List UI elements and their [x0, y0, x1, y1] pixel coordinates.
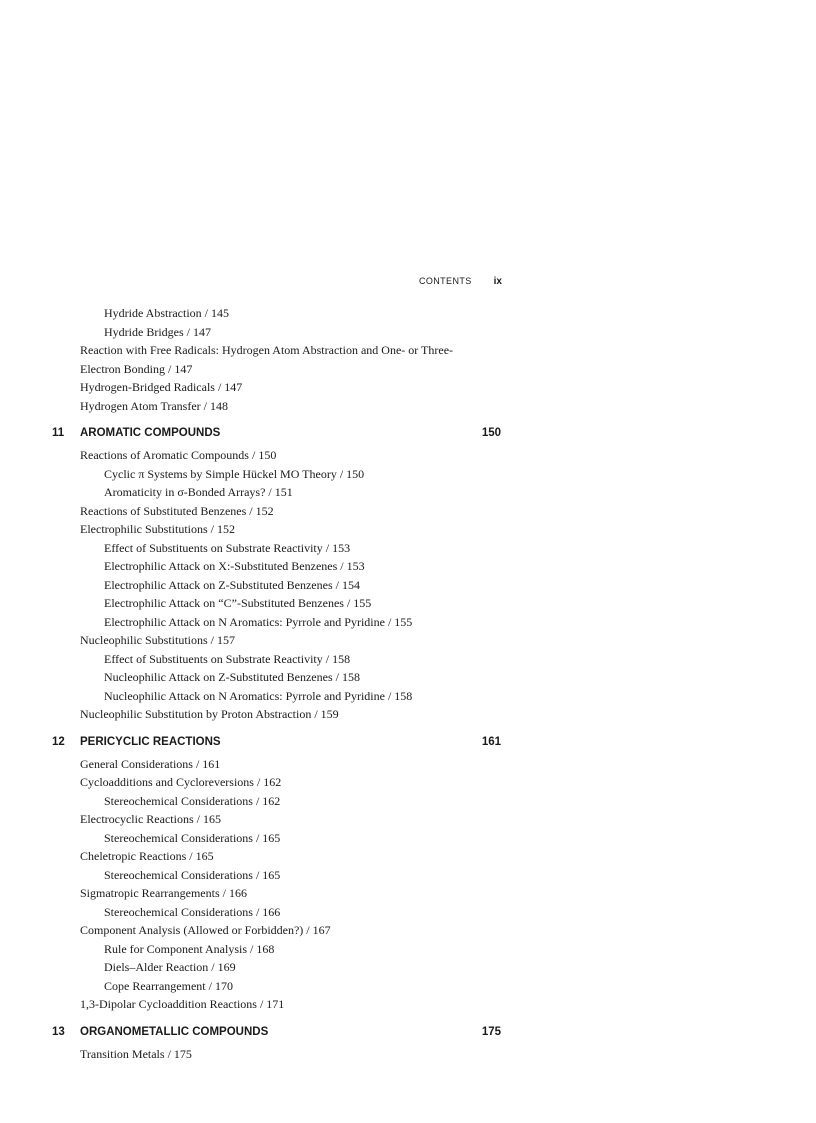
toc-entry: 1,3-Dipolar Cycloaddition Reactions / 171	[80, 997, 285, 1011]
chapter-page: 150	[481, 427, 501, 439]
toc-subentry: Electrophilic Attack on “C”-Substituted Benzenes / 155	[104, 596, 372, 610]
toc-subentry: Hydride Bridges / 147	[104, 324, 211, 339]
toc-entry: Reactions of Aromatic Compounds / 150	[80, 448, 277, 462]
toc-entry: Reactions of Substituted Benzenes / 152	[80, 503, 274, 518]
toc-entry: General Considerations / 161	[80, 756, 221, 771]
running-head-title: CONTENTS	[418, 276, 472, 286]
toc-subentry: Electrophilic Attack on X:-Substituted Benzenes / 153	[104, 559, 365, 573]
chapter-page: 175	[481, 1025, 501, 1038]
chapter-number: 13	[52, 1025, 65, 1038]
toc-subentry: Nucleophilic Attack on Z-Substituted Benzenes / 158	[104, 670, 360, 684]
chapter-number: 12	[52, 735, 65, 748]
toc-entry: Electrocyclic Reactions / 165	[80, 812, 221, 826]
toc-subentry: Stereochemical Considerations / 165	[104, 867, 281, 882]
toc-entry: Nucleophilic Substitution by Proton Abstraction / 159	[80, 707, 339, 721]
toc-entry: Electrophilic Substitutions / 152	[80, 522, 235, 536]
toc-entry: Transition Metals / 175	[80, 1046, 192, 1061]
toc-subentry: Stereochemical Considerations / 165	[104, 830, 281, 845]
toc-subentry: Aromaticity in σ-Bonded Arrays? / 151	[104, 485, 293, 499]
toc-subentry: Rule for Component Analysis / 168	[104, 941, 275, 956]
toc-subentry: Cope Rearrangement / 170	[104, 978, 233, 993]
toc-entry: Cheletropic Reactions / 165	[80, 849, 214, 863]
running-head	[0, 276, 502, 287]
chapter-page: 161	[481, 735, 501, 748]
toc-subentry: Hydride Abstraction / 145	[104, 306, 229, 320]
chapter-heading	[0, 423, 816, 443]
chapter-title: PERICYCLIC REACTIONS	[80, 735, 221, 748]
toc-entry: Cycloadditions and Cycloreversions / 162	[80, 775, 282, 789]
toc-subentry: Nucleophilic Attack on N Aromatics: Pyrrole and Pyridine / 158	[104, 688, 413, 703]
toc-entry: Nucleophilic Substitutions / 157	[80, 633, 235, 647]
toc-entry: Component Analysis (Allowed or Forbidden?) / 167	[80, 923, 331, 937]
toc-entry: Reaction with Free Radicals: Hydrogen Atom Abstraction and One- or Three-Electron Bonding / 147	[80, 343, 454, 376]
toc-subentry: Stereochemical Considerations / 166	[104, 904, 281, 919]
chapter-heading	[0, 1022, 816, 1042]
chapter-title: AROMATIC COMPOUNDS	[80, 427, 221, 439]
toc-entry: Hydrogen Atom Transfer / 148	[80, 398, 228, 413]
toc-subentry: Electrophilic Attack on Z-Substituted Benzenes / 154	[104, 577, 360, 592]
toc-subentry: Effect of Substituents on Substrate Reactivity / 158	[104, 651, 351, 666]
page-number: ix	[493, 276, 502, 287]
toc-subentry: Electrophilic Attack on N Aromatics: Pyrrole and Pyridine / 155	[104, 614, 413, 629]
toc-subentry: Diels–Alder Reaction / 169	[104, 960, 236, 974]
toc-subentry: Cyclic π Systems by Simple Hückel MO Theory / 150	[104, 466, 365, 481]
toc-subentry: Effect of Substituents on Substrate Reactivity / 153	[104, 540, 351, 555]
chapter-title: ORGANOMETALLIC COMPOUNDS	[80, 1025, 269, 1038]
chapter-heading	[0, 732, 816, 752]
table-of-contents	[0, 304, 816, 1063]
toc-entry: Hydrogen-Bridged Radicals / 147	[80, 380, 243, 394]
chapter-number: 11	[52, 427, 65, 439]
toc-entry: Sigmatropic Rearrangements / 166	[80, 886, 247, 900]
toc-subentry: Stereochemical Considerations / 162	[104, 793, 281, 808]
